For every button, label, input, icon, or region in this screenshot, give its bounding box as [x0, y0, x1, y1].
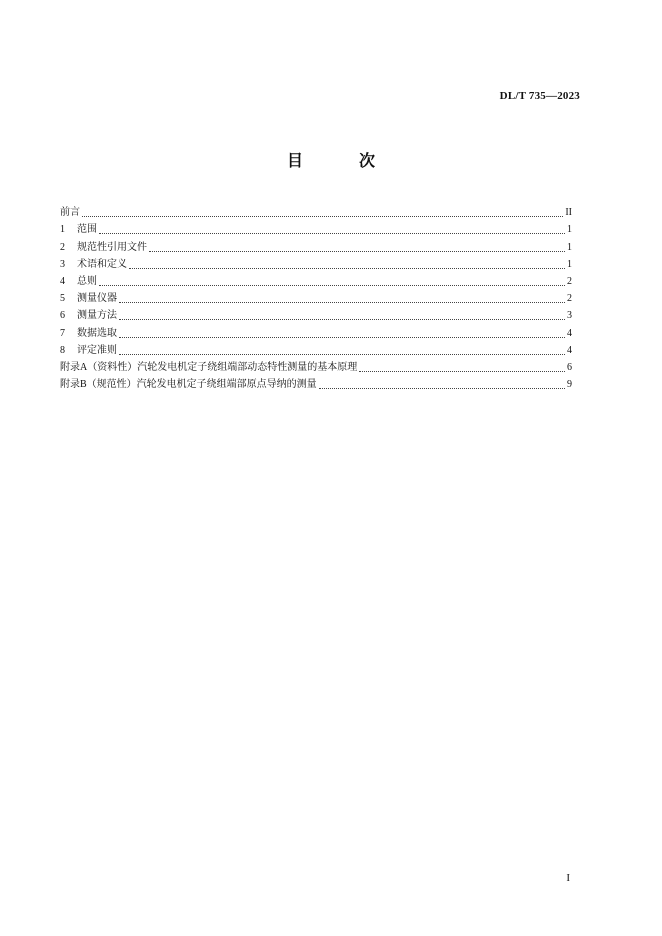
toc-entry-annex-b[interactable]	[60, 374, 572, 391]
toc-entry-label: 附录B（规范性）汽轮发电机定子绕组端部原点导纳的测量	[60, 379, 317, 391]
toc-entry-page: 6	[567, 361, 572, 373]
toc-entry-page: 1	[567, 241, 572, 253]
page-number: I	[566, 872, 570, 884]
toc-entry-page: 4	[567, 327, 572, 339]
toc-entry-number: 2	[60, 241, 65, 253]
toc-entry-label: 规范性引用文件	[77, 241, 147, 253]
toc-leader-dots	[99, 233, 565, 234]
toc-leader-dots	[119, 302, 565, 303]
toc-entry-terms-definitions[interactable]	[60, 254, 572, 271]
toc-entry-number: 7	[60, 327, 65, 339]
toc-entry-page: 2	[567, 293, 572, 305]
toc-entry-general[interactable]	[60, 271, 572, 288]
toc-entry-instruments[interactable]	[60, 288, 572, 305]
toc-entry-number: 5	[60, 293, 65, 305]
toc-leader-dots	[129, 268, 565, 269]
toc-entry-number: 3	[60, 258, 65, 270]
toc-entry-page: 4	[567, 344, 572, 356]
toc-entry-normative-references[interactable]	[60, 236, 572, 253]
toc-entry-page: 1	[567, 258, 572, 270]
toc-entry-label: 范围	[77, 224, 97, 236]
table-of-contents	[60, 202, 572, 391]
toc-leader-dots	[99, 285, 565, 286]
standard-code: DL/T 735—2023	[499, 90, 580, 102]
toc-leader-dots	[359, 371, 565, 372]
toc-entry-page: 1	[567, 224, 572, 236]
toc-entry-label: 数据选取	[77, 327, 117, 339]
toc-leader-dots	[319, 388, 565, 389]
toc-entry-page: II	[565, 207, 572, 219]
toc-entry-scope[interactable]	[60, 219, 572, 236]
toc-entry-label: 测量仪器	[77, 293, 117, 305]
toc-entry-number: 1	[60, 224, 65, 236]
toc-entry-number: 8	[60, 344, 65, 356]
toc-leader-dots	[119, 354, 565, 355]
toc-entry-page: 2	[567, 275, 572, 287]
toc-title: 目 次	[286, 153, 401, 170]
toc-entry-label: 前言	[60, 207, 80, 219]
toc-leader-dots	[119, 337, 565, 338]
toc-entry-foreword[interactable]	[60, 202, 572, 219]
toc-entry-annex-a[interactable]	[60, 357, 572, 374]
toc-entry-label: 总则	[77, 275, 97, 287]
toc-leader-dots	[82, 216, 563, 217]
toc-entry-page: 9	[567, 379, 572, 391]
toc-entry-label: 术语和定义	[77, 258, 127, 270]
toc-leader-dots	[119, 319, 565, 320]
toc-entry-label: 附录A（资料性）汽轮发电机定子绕组端部动态特性测量的基本原理	[60, 361, 358, 373]
toc-leader-dots	[149, 251, 565, 252]
toc-entry-data-selection[interactable]	[60, 322, 572, 339]
toc-entry-number: 6	[60, 310, 65, 322]
toc-entry-evaluation-criteria[interactable]	[60, 340, 572, 357]
toc-entry-number: 4	[60, 275, 65, 287]
toc-entry-label: 评定准则	[77, 344, 117, 356]
toc-entry-page: 3	[567, 310, 572, 322]
toc-entry-label: 测量方法	[77, 310, 117, 322]
toc-entry-methods[interactable]	[60, 305, 572, 322]
